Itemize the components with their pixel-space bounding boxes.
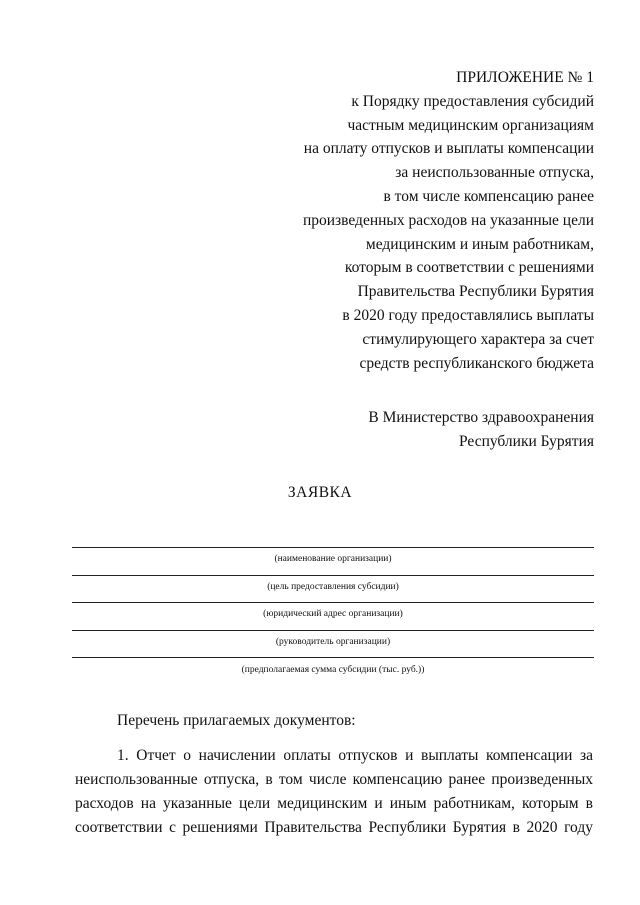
subsidy-amount-field[interactable] <box>72 657 594 685</box>
appendix-line: средств республиканского бюджета <box>359 354 594 372</box>
appendix-line: частным медицинским организациям <box>347 116 594 134</box>
appendix-line: произведенных расходов на указанные цели <box>302 211 594 229</box>
field-underline <box>72 575 594 576</box>
field-caption: (руководитель организации) <box>275 636 391 647</box>
documents-item-1 <box>75 744 593 840</box>
field-caption: (юридический адрес организации) <box>263 609 403 619</box>
field-underline <box>72 657 594 658</box>
appendix-line: стимулирующего характера за счет <box>362 330 594 348</box>
field-underline <box>72 547 594 548</box>
paragraph-line: соответствии с решениями Правительства Республики Бурятия в 2020 году <box>75 818 593 836</box>
appendix-line: к Порядку предоставления субсидий <box>351 92 594 110</box>
application-fields <box>72 547 594 685</box>
appendix-line: за неиспользованные отпуска, <box>395 164 594 182</box>
appendix-line: на оплату отпусков и выплаты компенсации <box>303 140 594 158</box>
legal-address-field[interactable] <box>72 602 594 630</box>
addressee-block <box>274 406 594 453</box>
paragraph-line: 1. Отчет о начислении оплаты отпусков и выплаты компенсации за <box>117 747 593 764</box>
organization-name-field[interactable] <box>72 547 594 575</box>
subsidy-purpose-field[interactable] <box>72 575 594 603</box>
field-caption: (цель предоставления субсидии) <box>267 581 399 592</box>
field-underline <box>72 630 594 631</box>
field-caption: (предполагаемая сумма субсидии (тыс. руб.)) <box>241 665 425 675</box>
addressee-line: Республики Бурятия <box>459 432 594 450</box>
organization-head-field[interactable] <box>72 630 594 658</box>
field-underline <box>72 602 594 603</box>
field-caption: (наименование организации) <box>274 554 392 564</box>
appendix-number: ПРИЛОЖЕНИЕ № 1 <box>456 69 594 86</box>
appendix-line: в том числе компенсацию ранее <box>383 187 594 205</box>
appendix-line: Правительства Республики Бурятия <box>357 283 594 301</box>
paragraph-line: расходов на указанные цели медицинским и иным работникам, которым в <box>75 794 593 812</box>
appendix-line: в 2020 году предоставлялись выплаты <box>342 306 594 324</box>
addressee-line: В Министерство здравоохранения <box>368 409 594 426</box>
appendix-line: медицинским и иным работникам, <box>365 235 594 253</box>
paragraph-line: неиспользованные отпуска, в том числе компенсацию ранее произведенных <box>75 770 593 788</box>
appendix-header <box>274 66 594 375</box>
document-title: ЗАЯВКА <box>287 484 353 501</box>
appendix-line: которым в соответствии с решениями <box>344 259 594 277</box>
documents-list-heading: Перечень прилагаемых документов: <box>117 712 356 729</box>
